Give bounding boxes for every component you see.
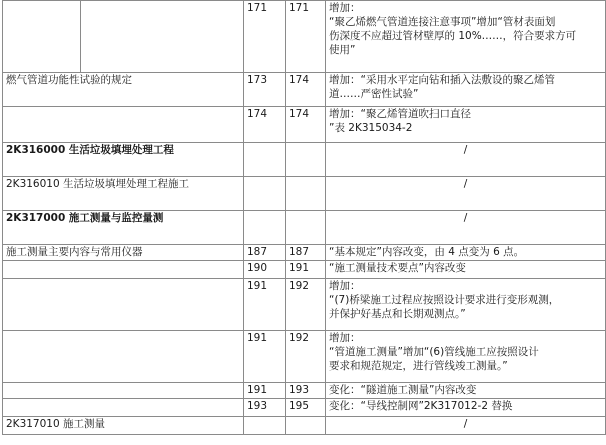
change-note: / <box>326 417 606 435</box>
new-page: 193 <box>286 383 326 399</box>
change-note <box>326 73 606 107</box>
change-table <box>2 0 606 435</box>
old-page <box>244 143 286 177</box>
change-line: 增加： <box>329 332 361 344</box>
old-page: 174 <box>244 107 286 143</box>
change-line: 要求和规范规定，进行管线竣工测量。” <box>329 360 508 372</box>
new-page: 187 <box>286 245 326 261</box>
change-note: / <box>326 177 606 211</box>
table-row <box>3 177 606 211</box>
table-row <box>3 1 606 73</box>
old-page: 190 <box>244 261 286 279</box>
change-note <box>326 107 606 143</box>
old-page: 171 <box>244 1 286 73</box>
old-page: 193 <box>244 399 286 417</box>
new-page: 195 <box>286 399 326 417</box>
section-title: 燃气管道功能性试验的规定 <box>3 73 244 107</box>
change-line: 增加： <box>329 2 361 14</box>
table-row <box>3 211 606 245</box>
new-page: 192 <box>286 279 326 331</box>
table-row <box>3 331 606 383</box>
change-note <box>326 261 606 279</box>
section-title: 2K317000 施工测量与监控量测 <box>3 211 244 245</box>
blank-cell <box>3 1 81 73</box>
old-page: 191 <box>244 331 286 383</box>
section-title <box>3 261 244 279</box>
old-page <box>244 417 286 435</box>
old-page: 191 <box>244 279 286 331</box>
table-row <box>3 143 606 177</box>
old-page <box>244 211 286 245</box>
change-line: “(7)桥梁施工过程应按照设计要求进行变形观测， <box>329 294 560 306</box>
old-page: 187 <box>244 245 286 261</box>
old-page: 191 <box>244 383 286 399</box>
new-page: 174 <box>286 73 326 107</box>
change-line: 道……严密性试验” <box>329 88 419 100</box>
change-line: 增加：“采用水平定向钻和插入法敷设的聚乙烯管 <box>329 74 555 86</box>
change-line: “管道施工测量”增加“(6)管线施工应按照设计 <box>329 346 539 358</box>
change-note: / <box>326 211 606 245</box>
change-line: “基本规定”内容改变，由 4 点变为 6 点。 <box>329 246 525 258</box>
section-title: 2K316000 生活垃圾填埋处理工程 <box>3 143 244 177</box>
section-title <box>81 1 244 73</box>
section-title <box>3 107 244 143</box>
change-note <box>326 331 606 383</box>
change-line: 变化：“导线控制网”2K317012-2 替换 <box>329 400 513 412</box>
old-page: 173 <box>244 73 286 107</box>
old-page <box>244 177 286 211</box>
section-title: 2K317010 施工测量 <box>3 417 244 435</box>
table-row <box>3 417 606 435</box>
change-line: “聚乙烯燃气管道连接注意事项”增加“管材表面划 <box>329 16 556 28</box>
table-row <box>3 383 606 399</box>
change-line: 使用” <box>329 44 356 56</box>
section-title <box>3 331 244 383</box>
section-title: 施工测量主要内容与常用仪器 <box>3 245 244 261</box>
change-line: ”表 2K315034-2 <box>329 122 413 134</box>
change-line: 增加：“聚乙烯管道吹扫口直径 <box>329 108 471 120</box>
change-line: “施工测量技术要点”内容改变 <box>329 262 466 274</box>
new-page <box>286 211 326 245</box>
section-title <box>3 383 244 399</box>
change-note: / <box>326 143 606 177</box>
change-note <box>326 383 606 399</box>
new-page: 192 <box>286 331 326 383</box>
change-note <box>326 279 606 331</box>
change-line: 增加： <box>329 280 361 292</box>
new-page <box>286 417 326 435</box>
new-page <box>286 177 326 211</box>
change-note <box>326 245 606 261</box>
change-line: 伤深度不应超过管材壁厚的 10%……，符合要求方可 <box>329 30 577 42</box>
table-row <box>3 107 606 143</box>
table-row <box>3 261 606 279</box>
section-title <box>3 279 244 331</box>
change-note <box>326 1 606 73</box>
table-row <box>3 279 606 331</box>
new-page: 174 <box>286 107 326 143</box>
section-title <box>3 399 244 417</box>
table-row <box>3 245 606 261</box>
new-page <box>286 143 326 177</box>
new-page: 171 <box>286 1 326 73</box>
table-row <box>3 73 606 107</box>
change-line: 并保护好基点和长期观测点。” <box>329 308 466 320</box>
change-note <box>326 399 606 417</box>
table-row <box>3 399 606 417</box>
change-line: 变化：“隧道施工测量”内容改变 <box>329 384 477 396</box>
new-page: 191 <box>286 261 326 279</box>
section-title: 2K316010 生活垃圾填埋处理工程施工 <box>3 177 244 211</box>
